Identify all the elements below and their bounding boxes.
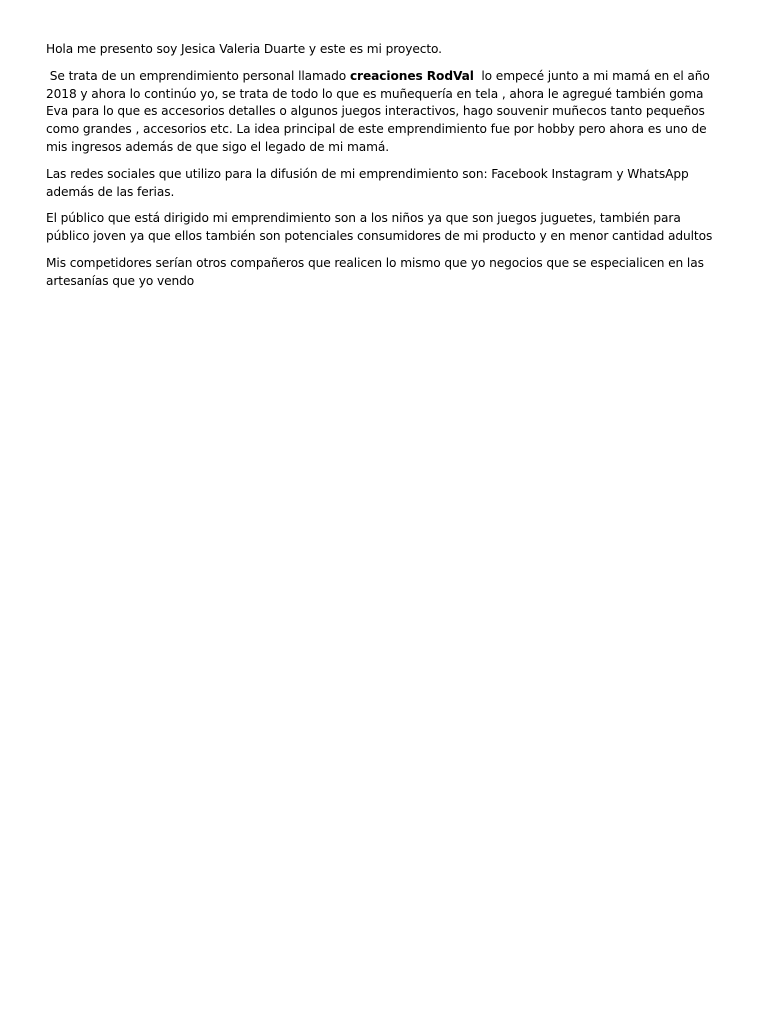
paragraph-competitors: Mis competidores serían otros compañeros que realicen lo mismo que yo negocios que se especialicen en las artesanías que yo vendo (46, 255, 704, 288)
paragraph-target-audience: El público que está dirigido mi emprendimiento son a los niños ya que son juegos juguetes, también para público joven ya que ellos también son potenciales consumidores de mi producto y en menor cantidad adultos (46, 211, 713, 244)
paragraph-social-networks: Las redes sociales que utilizo para la difusión de mi emprendimiento son: Facebook Instagram y WhatsApp además de las ferias. (46, 166, 689, 199)
business-name: creaciones RodVal (349, 68, 474, 83)
business-description-rest: lo empecé junto a mi mamá en el año 2018 y ahora lo continúo yo, se trata de todo lo que es muñequería en tela , ahora le agregué también goma Eva para lo que es accesorios detalles o algunos juegos interactivos, hago souvenir muñecos tanto pequeños como grandes , accesorios etc. La idea principal de este emprendimiento fue por hobby pero ahora es uno de mis ingresos además de que sigo el legado de mi mamá. (46, 68, 714, 154)
business-description-lead: Se trata de un emprendimiento personal llamado (46, 68, 350, 83)
paragraph-business-description (46, 68, 722, 157)
paragraph-introduction: Hola me presento soy Jesica Valeria Duarte y este es mi proyecto. (46, 42, 442, 56)
